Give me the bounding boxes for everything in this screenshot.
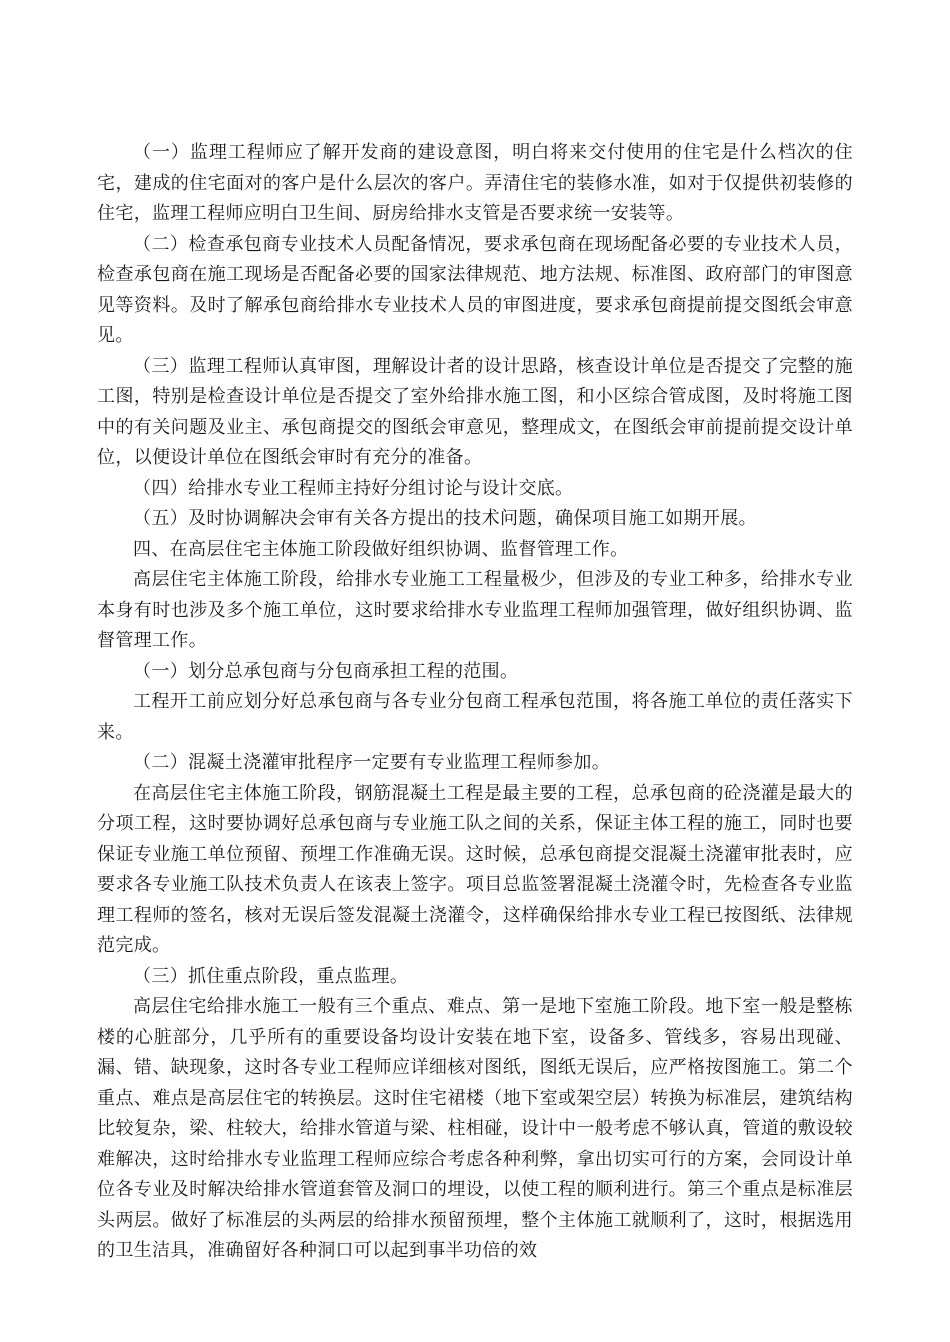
- paragraph: （一）监理工程师应了解开发商的建设意图，明白将来交付使用的住宅是什么档次的住宅，建成的住宅面对的客户是什么层次的客户。弄清住宅的装修水准，如对于仅提供初装修的住宅，监理工程师应明白卫生间、厨房给排水支管是否要求统一安装等。: [97, 142, 853, 224]
- paragraph: 工程开工前应划分好总承包商与各专业分包商工程承包范围，将各施工单位的责任落实下来。: [97, 691, 853, 743]
- document-body: [97, 138, 853, 1267]
- paragraph: （二）检查承包商专业技术人员配备情况，要求承包商在现场配备必要的专业技术人员，检查承包商在施工现场是否配备必要的国家法律规范、地方法规、标准图、政府部门的审图意见等资料。及时了解承包商给排水专业技术人员的审图进度，要求承包商提前提交图纸会审意见。: [97, 233, 853, 346]
- section-heading: 四、在高层住宅主体施工阶段做好组织协调、监督管理工作。: [133, 538, 629, 560]
- paragraph: 高层住宅主体施工阶段，给排水专业施工工程量极少，但涉及的专业工种多，给排水专业本身有时也涉及多个施工单位，这时要求给排水专业监理工程师加强管理，做好组织协调、监督管理工作。: [97, 569, 853, 651]
- paragraph: 高层住宅给排水施工一般有三个重点、难点、第一是地下室施工阶段。地下室一般是整栋楼的心脏部分，几乎所有的重要设备均设计安装在地下室，设备多、管线多，容易出现碰、漏、错、缺现象，这时各专业工程师应详细核对图纸，图纸无误后，应严格按图施工。第二个重点、难点是高层住宅的转换层。这时住宅裙楼（地下室或架空层）转换为标准层，建筑结构比较复杂，梁、柱较大，给排水管道与梁、柱相碰，设计中一般考虑不够认真，管道的敷设较难解决，这时给排水专业监理工程师应综合考虑各种利弊，拿出切实可行的方案，会同设计单位各专业及时解决给排水管道套管及洞口的埋设，以使工程的顺利进行。第三个重点是标准层头两层。做好了标准层的头两层的给排水预留预埋，整个主体施工就顺利了，这时，根据选用的卫生洁具，准确留好各种洞口可以起到事半功倍的效: [97, 996, 853, 1261]
- paragraph: 在高层住宅主体施工阶段，钢筋混凝土工程是最主要的工程，总承包商的砼浇灌是最大的分项工程，这时要协调好总承包商与专业施工队之间的关系，保证主体工程的施工，同时也要保证专业施工单位预留、预埋工作准确无误。这时候，总承包商提交混凝土浇灌审批表时，应要求各专业施工队技术负责人在该表上签字。项目总监签署混凝土浇灌令时，先检查各专业监理工程师的签名，核对无误后签发混凝土浇灌令，这样确保给排水专业工程已按图纸、法律规范完成。: [97, 782, 853, 956]
- paragraph: （二）混凝土浇灌审批程序一定要有专业监理工程师参加。: [133, 752, 611, 773]
- paragraph: （一）划分总承包商与分包商承担工程的范围。: [133, 660, 519, 682]
- paragraph: （四）给排水专业工程师主持好分组讨论与设计交底。: [133, 477, 574, 499]
- paragraph: （五）及时协调解决会审有关各方提出的技术问题，确保项目施工如期开展。: [133, 508, 757, 529]
- paragraph: （三）监理工程师认真审图，理解设计者的设计思路，核查设计单位是否提交了完整的施工图，特别是检查设计单位是否提交了室外给排水施工图，和小区综合管成图，及时将施工图中的有关问题及业主、承包商提交的图纸会审意见，整理成文，在图纸会审前提前提交设计单位，以便设计单位在图纸会审时有充分的准备。: [97, 355, 853, 468]
- paragraph: （三）抓住重点阶段，重点监理。: [133, 965, 409, 987]
